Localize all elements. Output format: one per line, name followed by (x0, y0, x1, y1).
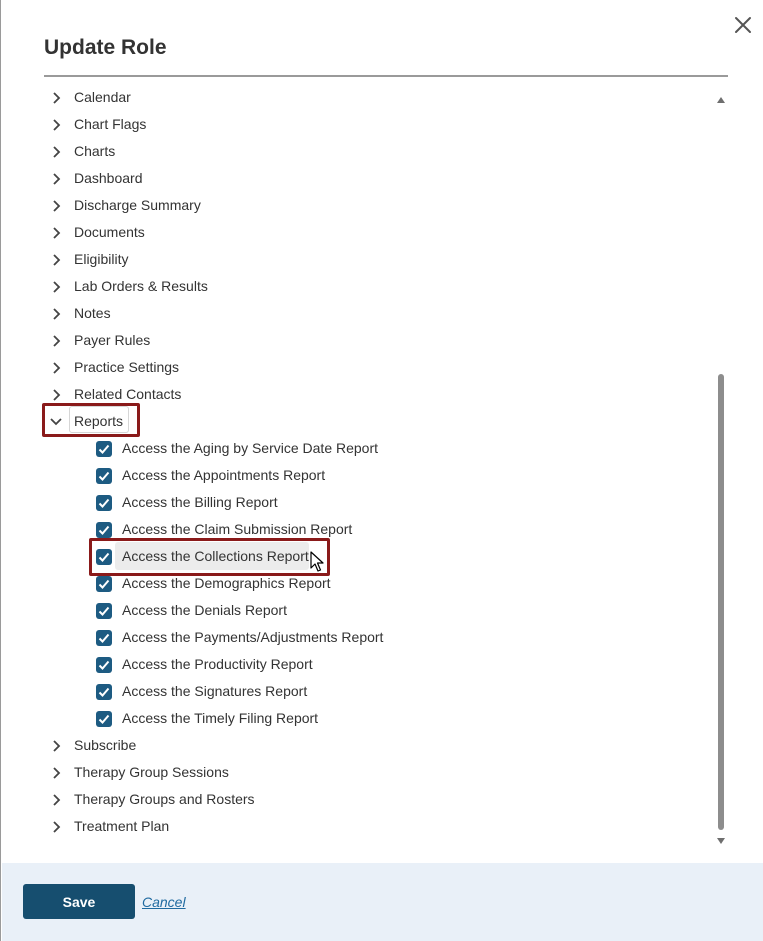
permission-label: Access the Timely Filing Report (122, 710, 319, 726)
checkmark-icon (96, 576, 112, 592)
checkmark-icon (96, 630, 112, 646)
permission-label: Access the Denials Report (122, 602, 287, 618)
tree-item-label: Treatment Plan (74, 818, 170, 834)
checkbox[interactable] (96, 684, 112, 700)
tree-item-label: Related Contacts (74, 386, 182, 402)
chevron-right-icon (48, 387, 64, 403)
save-button[interactable]: Save (23, 884, 135, 919)
chevron-down-icon (48, 414, 64, 430)
chevron-right-icon (48, 144, 64, 160)
permission-label: Access the Signatures Report (122, 683, 308, 699)
checkmark-icon (96, 549, 112, 565)
chevron-right-icon (48, 198, 64, 214)
triangle-down-icon[interactable] (716, 837, 726, 845)
permission-label: Access the Demographics Report (122, 575, 331, 591)
checkbox[interactable] (96, 630, 112, 646)
checkmark-icon (96, 522, 112, 538)
tree-item-label: Calendar (74, 89, 131, 105)
tree-item-label: Chart Flags (74, 116, 147, 132)
checkbox[interactable] (96, 711, 112, 727)
cancel-link[interactable]: Cancel (142, 894, 186, 910)
chevron-right-icon (48, 333, 64, 349)
checkmark-icon (96, 657, 112, 673)
checkbox[interactable] (96, 468, 112, 484)
checkmark-icon (96, 603, 112, 619)
tree-item-label: Charts (74, 143, 116, 159)
tree-item-label: Therapy Group Sessions (74, 764, 229, 780)
checkbox[interactable] (96, 657, 112, 673)
permission-label: Access the Payments/Adjustments Report (122, 629, 384, 645)
tree-item-label: Therapy Groups and Rosters (74, 791, 255, 807)
checkbox[interactable] (96, 603, 112, 619)
permission-label: Access the Billing Report (122, 494, 278, 510)
chevron-right-icon (48, 360, 64, 376)
permission-tree (44, 84, 714, 852)
close-icon (731, 13, 755, 37)
triangle-up-icon[interactable] (716, 96, 726, 104)
chevron-right-icon (48, 90, 64, 106)
checkbox[interactable] (96, 522, 112, 538)
chevron-right-icon (48, 306, 64, 322)
permission-label: Access the Productivity Report (122, 656, 313, 672)
checkbox[interactable] (96, 441, 112, 457)
tree-item-label: Practice Settings (74, 359, 180, 375)
checkmark-icon (96, 684, 112, 700)
tree-item-label: Notes (74, 305, 111, 321)
chevron-right-icon (48, 117, 64, 133)
chevron-right-icon (48, 792, 64, 808)
dialog-title: Update Role (44, 36, 167, 59)
tree-item-label: Discharge Summary (74, 197, 201, 213)
chevron-right-icon (48, 819, 64, 835)
checkmark-icon (96, 468, 112, 484)
chevron-right-icon (48, 279, 64, 295)
checkmark-icon (96, 441, 112, 457)
tree-item-label: Eligibility (74, 251, 129, 267)
chevron-right-icon (48, 225, 64, 241)
close-button[interactable] (731, 13, 755, 37)
scrollbar-thumb[interactable] (718, 374, 724, 830)
chevron-right-icon (48, 738, 64, 754)
chevron-right-icon (48, 765, 64, 781)
tree-item-label: Subscribe (74, 737, 137, 753)
tree-item-label: Dashboard (74, 170, 143, 186)
checkmark-icon (96, 711, 112, 727)
permission-label: Access the Appointments Report (122, 467, 326, 483)
tree-item-label: Payer Rules (74, 332, 151, 348)
checkbox[interactable] (96, 576, 112, 592)
chevron-right-icon (48, 171, 64, 187)
tree-item-label: Lab Orders & Results (74, 278, 208, 294)
checkmark-icon (96, 495, 112, 511)
permission-label: Access the Claim Submission Report (122, 521, 353, 537)
tree-item-label: Documents (74, 224, 145, 240)
chevron-right-icon (48, 252, 64, 268)
checkbox[interactable] (96, 495, 112, 511)
permission-label: Access the Aging by Service Date Report (122, 440, 379, 456)
tree-item-label: Reports (74, 413, 124, 429)
permission-label: Access the Collections Report (122, 548, 309, 564)
checkbox[interactable] (96, 549, 112, 565)
mouse-pointer-icon (310, 551, 326, 573)
title-divider (44, 75, 728, 77)
